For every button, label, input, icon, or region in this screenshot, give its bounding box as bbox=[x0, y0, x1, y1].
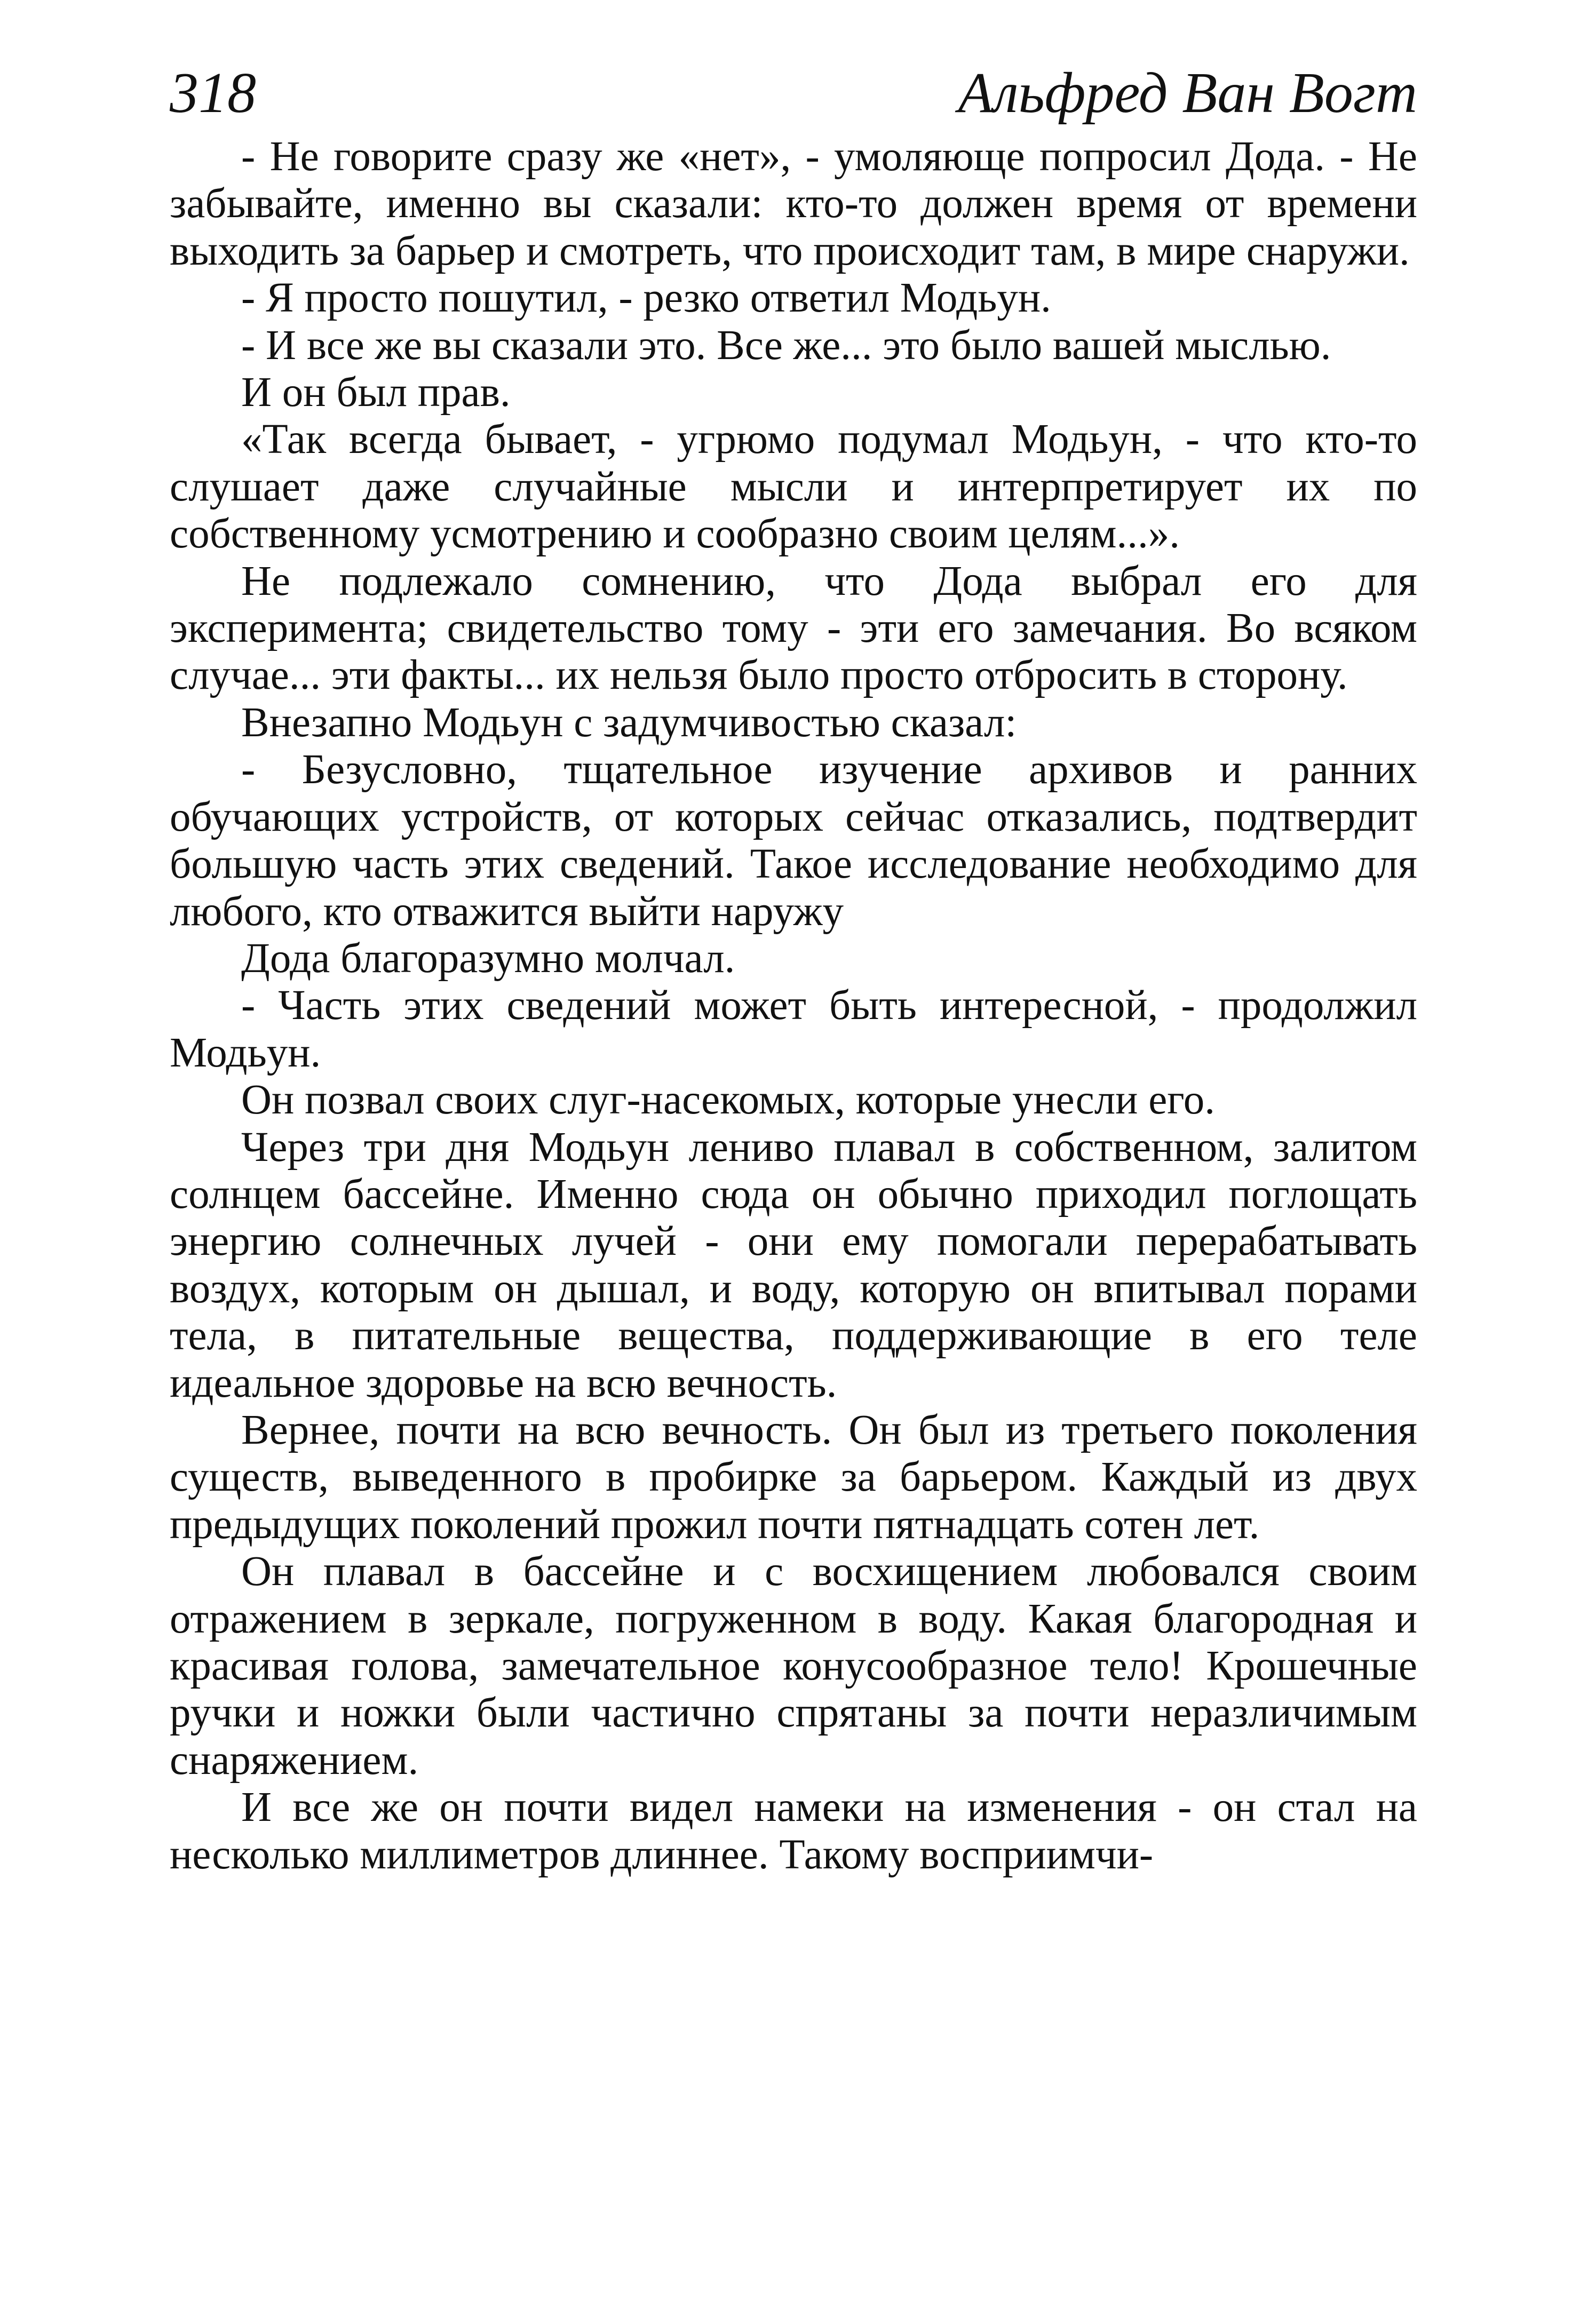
paragraph: Вернее, почти на всю вечность. Он был из третьего поколения существ, выведенного в пробирке за барьером. Каждый из двух предыдущих поколений прожил почти пятнадцать сотен лет. bbox=[170, 1406, 1417, 1548]
running-title-author: Альфред Ван Вогт bbox=[958, 61, 1417, 125]
paragraph: Внезапно Модьун с задумчивостью сказал: bbox=[241, 699, 1017, 746]
running-header bbox=[170, 53, 1417, 133]
body-text bbox=[170, 133, 1417, 1879]
paragraph: Через три дня Модьун лениво плавал в собственном, залитом солнцем бассейне. Именно сюда он обычно приходил поглощать энергию солнечных лучей - они ему помогали перерабатывать воздух, которым он дышал, и воду, которую он впитывал порами тела, в питательные вещества, поддерживающие в его теле идеальное здоровье на всю вечность. bbox=[170, 1124, 1417, 1406]
paragraph: И он был прав. bbox=[241, 369, 511, 416]
book-page bbox=[170, 53, 1417, 1879]
paragraph: Дода благоразумно молчал. bbox=[241, 935, 735, 982]
page-number: 318 bbox=[170, 61, 256, 125]
paragraph: - И все же вы сказали это. Все же... это было вашей мыслью. bbox=[241, 322, 1331, 369]
paragraph: «Так всегда бывает, - угрюмо подумал Модьун, - что кто-то слушает даже случайные мысли и интерпретирует их по собственному усмотрению и сообразно своим целям...». bbox=[170, 416, 1417, 558]
paragraph: Он позвал своих слуг-насекомых, которые унесли его. bbox=[241, 1077, 1215, 1124]
paragraph: Не подлежало сомнению, что Дода выбрал его для эксперимента; свидетельство тому - эти его замечания. Во всяком случае... эти факты... их нельзя было просто отбросить в сторону. bbox=[170, 558, 1417, 699]
paragraph: - Не говорите сразу же «нет», - умоляюще попросил Дода. - Не забывайте, именно вы сказали: кто-то должен время от времени выходить за барьер и смотреть, что происходит там, в мире снаружи. bbox=[170, 133, 1417, 274]
paragraph: И все же он почти видел намеки на изменения - он стал на несколько миллиметров длиннее. Такому восприимчи- bbox=[170, 1784, 1417, 1878]
paragraph: - Безусловно, тщательное изучение архивов и ранних обучающих устройств, от которых сейчас отказались, подтвердит большую часть этих сведений. Такое исследование необходимо для любого, кто отважится выйти наружу bbox=[170, 746, 1417, 935]
paragraph: - Я просто пошутил, - резко ответил Модьун. bbox=[241, 275, 1051, 322]
paragraph: - Часть этих сведений может быть интересной, - продолжил Модьун. bbox=[170, 982, 1417, 1076]
paragraph: Он плавал в бассейне и с восхищением любовался своим отражением в зеркале, погруженном в воду. Какая благородная и красивая голова, замечательное конусообразное тело! Крошечные ручки и ножки были частично спрятаны за почти неразличимым снаряжением. bbox=[170, 1548, 1417, 1784]
